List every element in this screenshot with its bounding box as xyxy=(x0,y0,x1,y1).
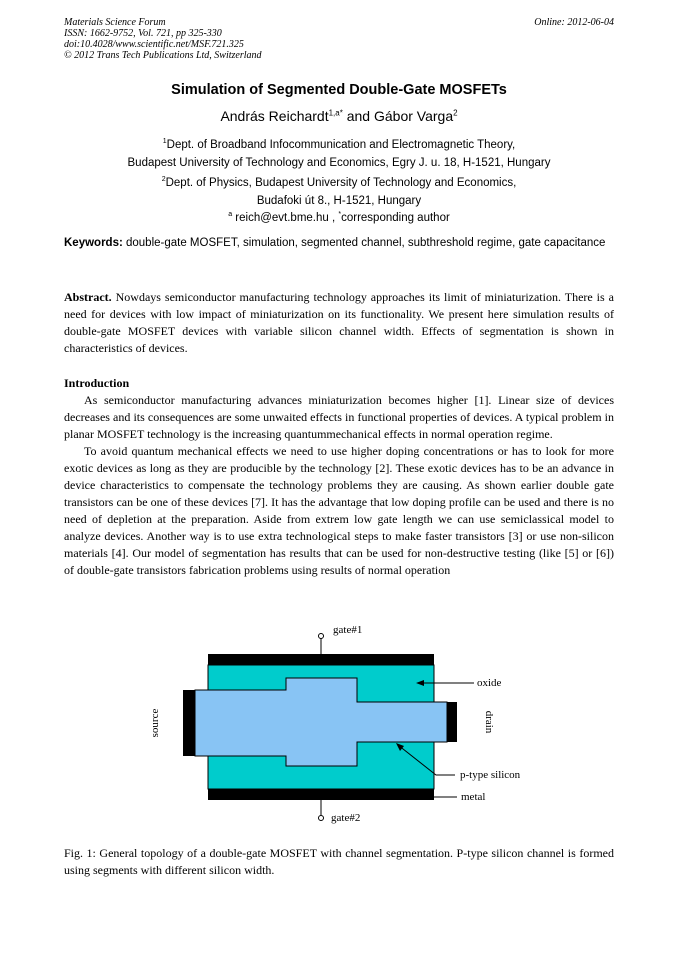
aff2-sup: 2 xyxy=(161,176,166,183)
corr-sup: * xyxy=(338,211,342,218)
author-1-sup: 1,a* xyxy=(328,108,343,118)
copyright-line: © 2012 Trans Tech Publications Ltd, Switzerland xyxy=(64,50,262,61)
gate1-terminal-icon xyxy=(319,634,324,639)
online-date: Online: 2012-06-04 xyxy=(534,17,614,28)
metal-label: metal xyxy=(461,791,486,803)
bottom-metal-gate xyxy=(208,789,434,800)
aff1-line1: Dept. of Broadband Infocommunication and Electromagnetic Theory, xyxy=(166,138,516,151)
issn-line: ISSN: 1662-9752, Vol. 721, pp 325-330 xyxy=(64,28,222,39)
abstract-text: Nowdays semiconductor manufacturing technology approaches its limit of miniaturization. There is a need for devices with low impact of miniaturization on its functionality. We present here simulation results of double-gate MOSFET devices with variable silicon channel width. Effects of segmentation is shown in characteristics of devices. xyxy=(64,290,614,355)
journal-name: Materials Science Forum xyxy=(64,17,166,28)
author-2-sup: 2 xyxy=(453,108,458,118)
author-and: and xyxy=(342,108,374,124)
gate2-label: gate#2 xyxy=(331,812,361,824)
aff1-line2: Budapest University of Technology and Economics, Egry J. u. 18, H-1521, Hungary xyxy=(127,156,551,169)
figure-caption: Fig. 1: General topology of a double-gate MOSFET with channel segmentation. P-type silicon channel is formed using segments with different silicon width. xyxy=(64,846,614,877)
intro-paragraph-2: To avoid quantum mechanical effects we need to use higher doping concentrations or has to look for more exotic devices as long as they are producible by the technology [2]. These exotic devices has to be an advance in device characteristics to compensate the technology problems they are causing. As shown earlier double gate transistors can be one of these devices [7]. It has the advantage that low doping profile can be used and there is no need of depletion at the preparation. Aside from extrem low gate length we can use semiclassical model to analyze devices. Another way is to use extra technological steps to make faster transistors [3] or use non-silicon materials [4]. Our model of segmentation has results that can be used for non-destructive testing (like [5] or [6]) of double-gate transistors fabrication problems using results of normal operation xyxy=(64,444,614,577)
aff2-line2: Budafoki út 8., H-1521, Hungary xyxy=(256,194,422,207)
source-contact xyxy=(183,690,195,756)
keywords-label: Keywords: xyxy=(64,237,123,249)
doi-line: doi:10.4028/www.scientific.net/MSF.721.325 xyxy=(64,39,244,50)
author-2: Gábor Varga xyxy=(373,108,454,124)
abstract-label: Abstract. xyxy=(64,290,112,304)
oxide-label: oxide xyxy=(477,677,502,689)
aff1-sup: 1 xyxy=(162,138,167,145)
drain-contact xyxy=(447,702,457,742)
gate1-label: gate#1 xyxy=(333,624,363,636)
author-1: András Reichardt xyxy=(220,108,329,124)
source-label: source xyxy=(149,708,161,738)
top-metal-gate xyxy=(208,654,434,665)
drain-label: drain xyxy=(483,710,495,734)
email-sup: a xyxy=(228,211,233,218)
aff2-line1: Dept. of Physics, Budapest University of Technology and Economics, xyxy=(165,176,517,189)
introduction-heading: Introduction xyxy=(64,376,130,390)
keywords-text: double-gate MOSFET, simulation, segmented channel, subthreshold regime, gate capacitance xyxy=(122,237,606,249)
paper-title: Simulation of Segmented Double-Gate MOSFETs xyxy=(171,82,507,98)
corresponding-author-note: corresponding author xyxy=(341,211,450,224)
silicon-label: p-type silicon xyxy=(460,769,521,781)
gate2-terminal-icon xyxy=(319,816,324,821)
intro-paragraph-1: As semiconductor manufacturing advances miniaturization becomes higher [1]. Linear size of devices decreases and its consequences are some unwaited effects in functional properties of devices. A typical problem in planar MOSFET technology is the increasing quantummechanical effects in normal operation regime. xyxy=(64,393,614,441)
email: reich@evt.bme.hu , xyxy=(232,211,339,224)
